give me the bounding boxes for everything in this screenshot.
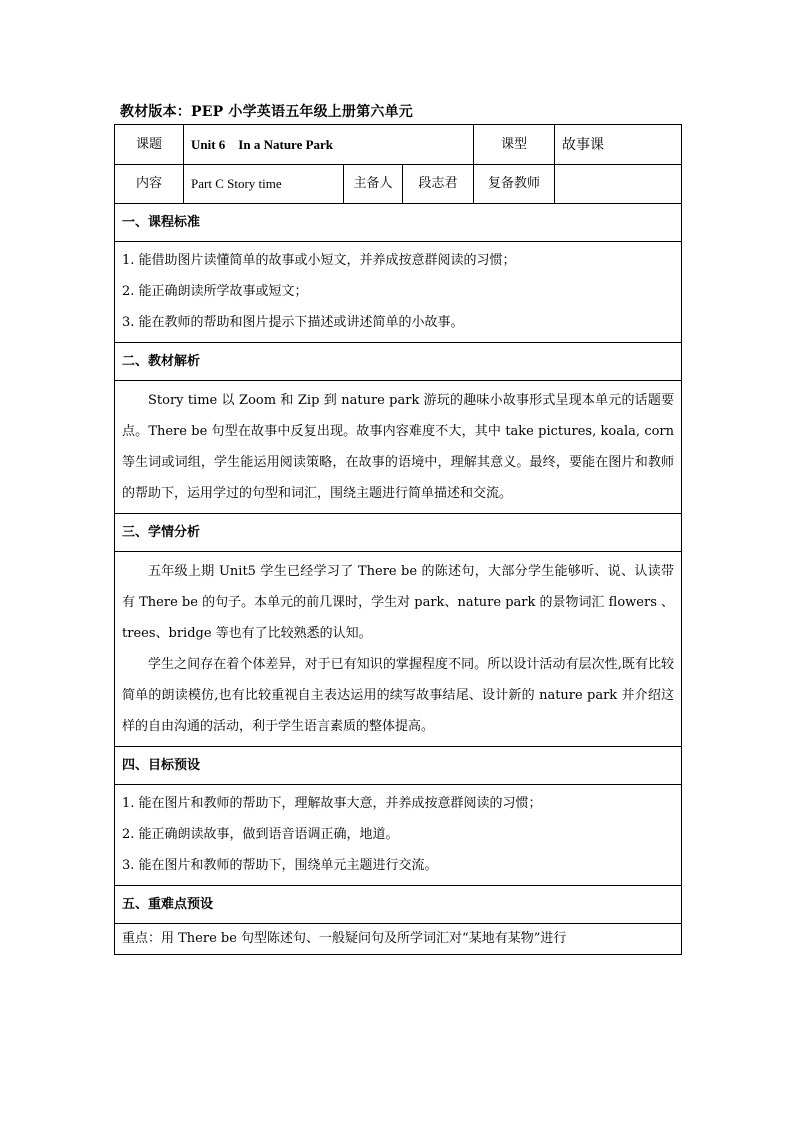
section-5-header-row (115, 886, 682, 924)
type-label: 课型 (474, 125, 555, 165)
list-item: 2. 能正确朗读所学故事或短文； (122, 284, 308, 299)
section-title-curriculum: 一、课程标准 (115, 204, 682, 242)
topic-value: Unit 6 In a Nature Park (184, 125, 474, 165)
section-1-body-row (115, 242, 682, 343)
section-title-students: 三、学情分析 (115, 514, 682, 552)
review-teacher-label: 复备教师 (474, 165, 555, 204)
list-item: 2. 能正确朗读故事，做到语音语调正确，地道。 (122, 827, 399, 842)
paragraph: 学生之间存在着个体差异，对于已有知识的掌握程度不同。所以设计活动有层次性,既有比较简单的朗读模仿,也有比较重视自主表达运用的续写故事结尾、设计新的 nature park 并介绍这样的自由沟通的活动，利于学生语言素质的整体提高。 (122, 657, 675, 734)
paragraph: Story time 以 Zoom 和 Zip 到 nature park 游玩的趣味小故事形式呈现本单元的话题要点。There be 句型在故事中反复出现。故事内容难度不大，其中 take pictures, koala, corn 等生词或词组，学生能运用阅读策略，在故事的语境中，理解其意义。最终，要能在图片和教师的帮助下，运用学过的句型和词汇，围绕主题进行简单描述和交流。 (122, 393, 675, 501)
topic-label: 课题 (115, 125, 184, 165)
paragraph: 五年级上期 Unit5 学生已经学习了 There be 的陈述句，大部分学生能够听、说、认读带有 There be 的句子。本单元的前几课时，学生对 park、nature park 的景物词汇 flowers 、trees、bridge 等也有了比较熟悉的认知。 (122, 564, 675, 641)
section-title-goals: 四、目标预设 (115, 747, 682, 785)
topic-row (115, 125, 682, 165)
key-points-text: 重点：用 There be 句型陈述句、一般疑问句及所学词汇对“某地有某物”进行 (115, 924, 682, 955)
lesson-plan-table (114, 124, 682, 955)
section-2-body-row (115, 381, 682, 514)
lead-teacher-label: 主备人 (344, 165, 403, 204)
material-analysis (115, 381, 682, 514)
section-4-body-row (115, 785, 682, 886)
goals-list (115, 785, 682, 886)
section-3-header-row (115, 514, 682, 552)
section-5-body-row (115, 924, 682, 955)
review-teacher-value (555, 165, 682, 204)
student-analysis (115, 552, 682, 747)
content-label: 内容 (115, 165, 184, 204)
content-value: Part C Story time (184, 165, 344, 204)
list-item: 3. 能在教师的帮助和图片提示下描述或讲述简单的小故事。 (122, 315, 464, 330)
lead-teacher-value: 段志君 (403, 165, 474, 204)
list-item: 1. 能借助图片读懂简单的故事或小短文，并养成按意群阅读的习惯； (122, 253, 516, 268)
section-2-header-row (115, 343, 682, 381)
list-item: 3. 能在图片和教师的帮助下，围绕单元主题进行交流。 (122, 858, 438, 873)
curriculum-list (115, 242, 682, 343)
type-value: 故事课 (555, 125, 682, 165)
list-item: 1. 能在图片和教师的帮助下，理解故事大意，并养成按意群阅读的习惯； (122, 796, 542, 811)
section-3-body-row (115, 552, 682, 747)
section-4-header-row (115, 747, 682, 785)
section-title-key-points: 五、重难点预设 (115, 886, 682, 924)
section-1-header-row (115, 204, 682, 242)
document-header: 教材版本：PEP 小学英语五年级上册第六单元 (120, 104, 413, 120)
content-row (115, 165, 682, 204)
section-title-material: 二、教材解析 (115, 343, 682, 381)
